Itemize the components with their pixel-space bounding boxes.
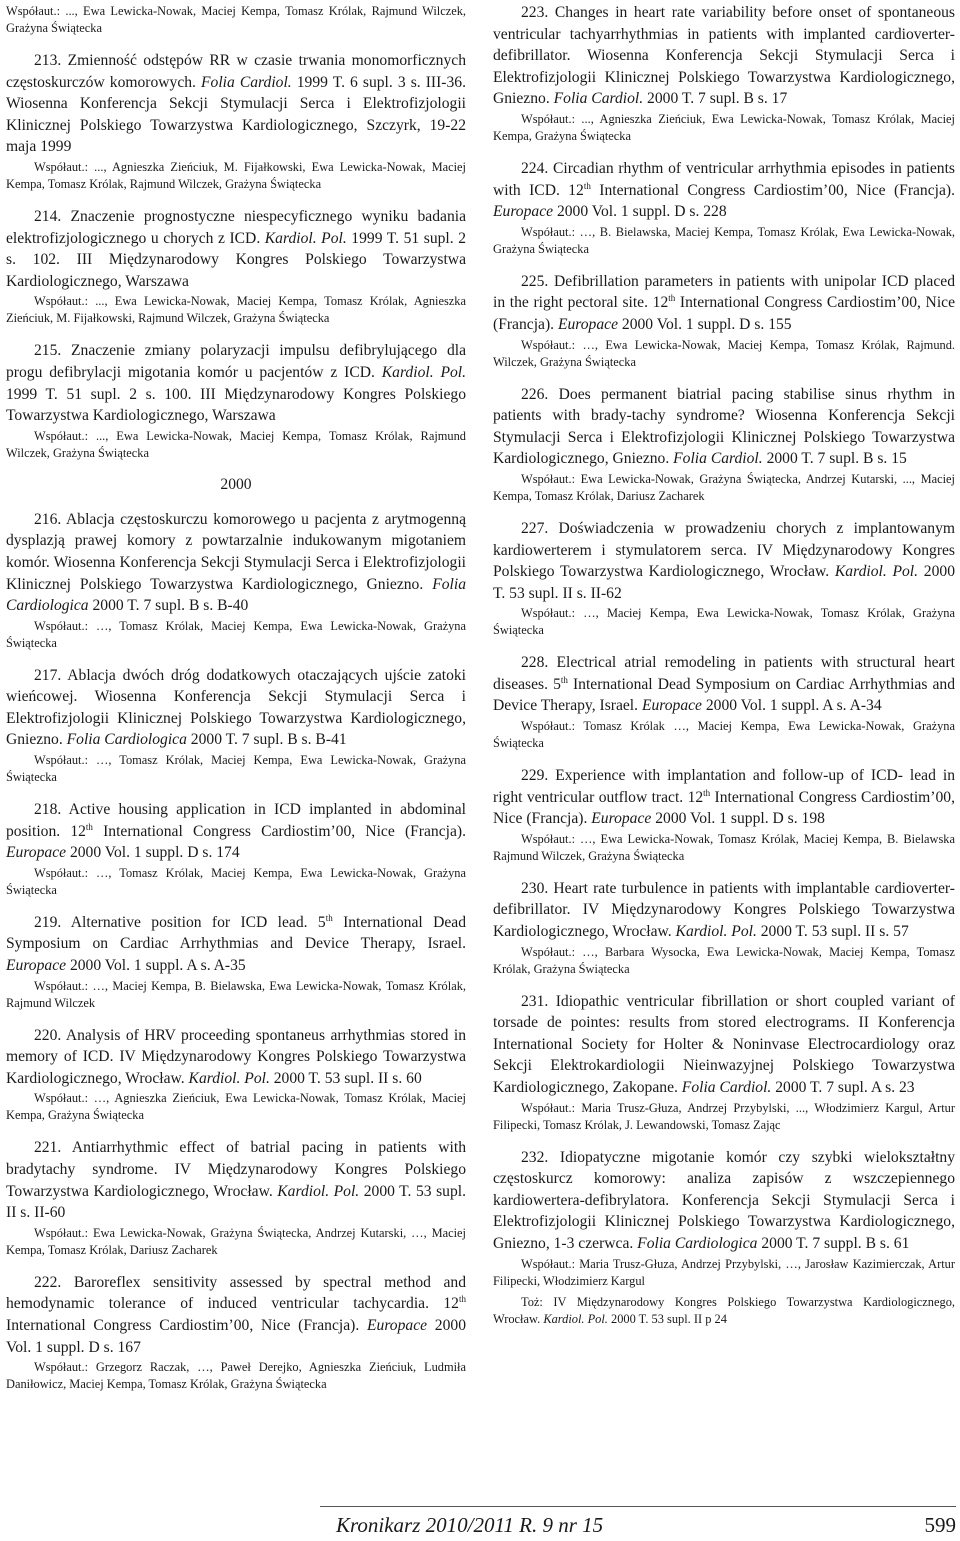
- entry-citation: 215. Znaczenie zmiany polaryzacji impulsu defibrylującego dla progu defibrylacji migotania komór u pacjentów z ICD. Kardiol. Pol. 1999 T. 51 supl. 2 s. 100. III Międzynarodowy Kongres Polskiego Towarzystwa Kardiologicznego, Warszawa: [6, 342, 467, 425]
- bibliography-entry: [493, 991, 955, 1134]
- entry-citation: 231. Idiopathic ventricular fibrillation or short coupled variant of torsade de pointes: results from stored electrograms. II Konferencja International Society for Holter & Noninvase Electrocardiology oraz Sekcji Elektrokardiologii Nieinwazyjnej Polskiego Towarzystwa Kardiologicznego, Zakopane. Folia Cardiol. 2000 T. 7 supl. A s. 23: [493, 992, 955, 1096]
- bibliography-entry: [493, 765, 955, 865]
- entry-citation: 224. Circadian rhythm of ventricular arrhythmia episodes in patients with ICD. 12th International Congress Cardiostim’00, Nice (Francja). Europace 2000 Vol. 1 suppl. D s. 228: [493, 159, 955, 221]
- left-column: [6, 2, 466, 1406]
- entry-citation: 228. Electrical atrial remodeling in patients with structural heart diseases. 5th International Dead Symposium on Cardiac Arrhythmias and Device Therapy, Israel. Europace 2000 Vol. 1 suppl. A s. A-34: [493, 654, 955, 715]
- entry-citation: 229. Experience with implantation and follow-up of ICD- lead in right ventricular outflow tract. 12th International Congress Cardiostim’00, Nice (Francja). Europace 2000 Vol. 1 suppl. D s. 198: [493, 767, 955, 828]
- entry-coauthors: Współaut.: …, Ewa Lewicka-Nowak, Maciej Kempa, Tomasz Królak, Rajmund. Wilczek, Grażyna Świątecka: [493, 337, 955, 369]
- entry-coauthors: Współaut.: Ewa Lewicka-Nowak, Grażyna Świątecka, Andrzej Kutarski, ..., Maciej Kempa, Tomasz Królak, Dariusz Zacharek: [493, 471, 955, 503]
- entry-coauthors: Współaut.: …, Agnieszka Zieńciuk, Ewa Lewicka-Nowak, Tomasz Królak, Maciej Kempa, Grażyna Świątecka: [6, 1091, 466, 1123]
- year-heading: 2000: [220, 475, 252, 493]
- entry-reprint-note: Toż: IV Międzynarodowy Kongres Polskiego Towarzystwa Kardiologicznego, Wrocław. Kardiol. Pol. 2000 T. 53 supl. II p 24: [493, 1294, 955, 1326]
- entry-citation: 214. Znaczenie prognostyczne niespecyficznego wyniku badania elektrofizjologicznego u chorych z ICD. Kardiol. Pol. 1999 T. 51 supl. 2 s. 102. III Międzynarodowy Kongres Polskiego Towarzystwa Kardiologicznego, Warszawa: [6, 207, 467, 290]
- bibliography-entry: [6, 509, 466, 652]
- bibliography-entry: [493, 158, 955, 258]
- entry-coauthors: Współaut.: …, Tomasz Królak, Maciej Kempa, Ewa Lewicka-Nowak, Grażyna Świątecka: [6, 618, 466, 650]
- entry-citation: 227. Doświadczenia w prowadzeniu chorych z implantowanym kardiowerterem i stymulatorem serca. IV Międzynarodowy Kongres Polskiego Towarzystwa Kardiologicznego, Wrocław. Kardiol. Pol. 2000 T. 53 supl. II s. II-62: [493, 519, 955, 602]
- bibliography-entry: [6, 1272, 466, 1393]
- bibliography-entry: [6, 912, 466, 1012]
- entry-coauthors: Współaut.: Tomasz Królak …, Maciej Kempa, Ewa Lewicka-Nowak, Grażyna Świątecka: [493, 719, 955, 751]
- entry-citation: 226. Does permanent biatrial pacing stabilise sinus rhythm in patients with brady-tachy syndrome? Wiosenna Konferencja Sekcji Stymulacji Serca i Elektrofizjologii Klinicznej Polskiego Towarzystwa Kardiologicznego, Gniezno. Folia Cardiol. 2000 T. 7 supl. B s. 15: [493, 385, 955, 468]
- entry-coauthors: Współaut.: ..., Agnieszka Zieńciuk, Ewa Lewicka-Nowak, Tomasz Królak, Maciej Kempa, Grażyna Świątecka: [493, 111, 955, 143]
- entry-citation: 213. Zmienność odstępów RR w czasie trwania monomorficznych częstoskurczów komorowych. Folia Cardiol. 1999 T. 6 supl. 3 s. III-36. Wiosenna Konferencja Sekcji Stymulacji Serca i Elektrofizjologii Klinicznej Polskiego Towarzystwa Kardiologicznego, Szczyrk, 19-22 maja 1999: [6, 52, 466, 156]
- entry-coauthors: Współaut.: ..., Agnieszka Zieńciuk, M. Fijałkowski, Ewa Lewicka-Nowak, Maciej Kempa, Tomasz Królak, Rajmund Wilczek, Grażyna Świątecka: [6, 159, 466, 191]
- bibliography-entry: [493, 1147, 955, 1328]
- entry-coauthors: Współaut.: …, Barbara Wysocka, Ewa Lewicka-Nowak, Maciej Kempa, Tomasz Królak, Grażyna Świątecka: [493, 944, 955, 976]
- bibliography-entry: [6, 665, 466, 786]
- bibliography-entry: [493, 878, 955, 978]
- bibliography-entry: [493, 518, 955, 639]
- entry-coauthors: Współaut.: ..., Ewa Lewicka-Nowak, Maciej Kempa, Tomasz Królak, Agnieszka Zieńciuk, M. Fijałkowski, Rajmund Wilczek, Grażyna Świątecka: [6, 294, 466, 326]
- journal-title: Kronikarz 2010/2011 R. 9 nr 15: [336, 1513, 604, 1537]
- bibliography-entry: [493, 2, 955, 145]
- entry-citation: 217. Ablacja dwóch dróg dodatkowych otaczających ujście zatoki wieńcowej. Wiosenna Konferencja Sekcji Stymulacji Serca i Elektrofizjologii Klinicznej Polskiego Towarzystwa Kardiologicznego, Gniezno. Folia Cardiologica 2000 T. 7 supl. B s. B-41: [6, 666, 466, 749]
- entry-coauthors: Współaut.: Ewa Lewicka-Nowak, Grażyna Świątecka, Andrzej Kutarski, …, Maciej Kempa, Tomasz Królak, Dariusz Zacharek: [6, 1225, 466, 1257]
- entry-citation: 221. Antiarrhythmic effect of batrial pacing in patients with bradytachy syndrome. IV Międzynarodowy Kongres Polskiego Towarzystwa Kardiologicznego, Wrocław. Kardiol. Pol. 2000 T. 53 supl. II s. II-60: [6, 1139, 467, 1222]
- entry-citation: 225. Defibrillation parameters in patients with unipolar ICD placed in the right pectoral site. 12th International Congress Cardiostim’00, Nice (Francja). Europace 2000 Vol. 1 suppl. D s. 155: [493, 272, 955, 333]
- entry-citation: 230. Heart rate turbulence in patients with implantable cardioverter-defibrillator. IV Międzynarodowy Kongres Polskiego Towarzystwa Kardiologicznego, Wrocław. Kardiol. Pol. 2000 T. 53 supl. II s. 57: [493, 879, 955, 941]
- entry-coauthors: Współaut.: …, Tomasz Królak, Maciej Kempa, Ewa Lewicka-Nowak, Grażyna Świątecka: [6, 753, 466, 785]
- bibliography-entry: [493, 384, 955, 505]
- entry-coauthors: Współaut.: …, Maciej Kempa, Ewa Lewicka-Nowak, Tomasz Królak, Grażyna Świątecka: [493, 606, 955, 638]
- bibliography-entry: [493, 652, 955, 752]
- bibliography-entry: [6, 340, 466, 461]
- bibliography-entry: [6, 50, 466, 193]
- bibliography-entry: [6, 799, 466, 899]
- entry-citation: 223. Changes in heart rate variability before onset of spontaneous ventricular tachyarrhythmias in patients with implanted cardioverter-defibrillator. Wiosenna Konferencja Sekcji Stymulacji Serca i Elektrofizjologii Klinicznej Polskiego Towarzystwa Kardiologicznego, Gniezno. Folia Cardiol. 2000 T. 7 supl. B s. 17: [493, 4, 955, 108]
- bibliography-entry: [493, 271, 955, 371]
- page-number: 599: [924, 1513, 956, 1537]
- page-footer: [320, 1506, 956, 1541]
- entry-coauthors: Współaut.: ..., Ewa Lewicka-Nowak, Maciej Kempa, Tomasz Królak, Rajmund Wilczek, Grażyna Świątecka: [6, 428, 466, 460]
- entry-coauthors: Współaut.: ..., Ewa Lewicka-Nowak, Maciej Kempa, Tomasz Królak, Rajmund Wilczek, Grażyna Świątecka: [6, 4, 466, 35]
- entry-coauthors: Współaut.: …, B. Bielawska, Maciej Kempa, Tomasz Królak, Ewa Lewicka-Nowak, Grażyna Świątecka: [493, 224, 955, 256]
- entry-coauthors: Współaut.: …, Tomasz Królak, Maciej Kempa, Ewa Lewicka-Nowak, Grażyna Świątecka: [6, 865, 466, 897]
- entry-coauthors: Współaut.: Grzegorz Raczak, …, Paweł Derejko, Agnieszka Zieńciuk, Ludmiła Daniłowicz, Maciej Kempa, Tomasz Królak, Grażyna Świątecka: [6, 1360, 466, 1392]
- entry-coauthors: Współaut.: …, Maciej Kempa, B. Bielawska, Ewa Lewicka-Nowak, Tomasz Królak, Rajmund Wilczek: [6, 978, 466, 1010]
- entry-citation: 218. Active housing application in ICD implanted in abdominal position. 12th International Congress Cardiostim’00, Nice (Francja). Europace 2000 Vol. 1 suppl. D s. 174: [6, 801, 466, 862]
- entry-coauthors: Współaut.: Maria Trusz-Głuza, Andrzej Przybylski, ..., Włodzimierz Kargul, Artur Filipecki, Tomasz Królak, J. Lewandowski, Tomasz Zając: [493, 1100, 955, 1132]
- entry-coauthors: Współaut.: …, Ewa Lewicka-Nowak, Tomasz Królak, Maciej Kempa, B. Bielawska Rajmund Wilczek, Grażyna Świątecka: [493, 831, 955, 863]
- bibliography-entry: [6, 1137, 466, 1258]
- bibliography-entry: [6, 206, 466, 327]
- bibliography-entry: [6, 1025, 466, 1125]
- entry-citation: 219. Alternative position for ICD lead. 5th International Dead Symposium on Cardiac Arrhythmias and Device Therapy, Israel. Europace 2000 Vol. 1 suppl. A s. A-35: [6, 912, 466, 975]
- entry-coauthors: Współaut.: Maria Trusz-Głuza, Andrzej Przybylski, …, Jarosław Kazimierczak, Artur Filipecki, Włodzimierz Kargul: [493, 1256, 955, 1288]
- entry-citation: 222. Baroreflex sensitivity assessed by spectral method and hemodynamic tolerance of induced ventricular tachycardia. 12th International Congress Cardiostim’00, Nice (Francja). Europace 2000 Vol. 1 suppl. D s. 167: [6, 1273, 466, 1356]
- right-column: [493, 2, 955, 1341]
- bibliography-entry: [6, 3, 466, 37]
- entry-citation: 232. Idiopatyczne migotanie komór czy szybki wielokształtny częstoskurcz komorowy: analiza zapisów z wszczepiennego kardiowertera-defibrylatora. Konferencja Sekcji Stymulacji Serca i Elektrofizjologii Klinicznej Polskiego Towarzystwa Kardiologicznego, Gniezno, 1-3 czerwca. Folia Cardiologica 2000 T. 7 suppl. B s. 61: [493, 1148, 955, 1252]
- entry-citation: 220. Analysis of HRV proceeding spontaneus arrhythmias stored in memory of ICD. IV Międzynarodowy Kongres Polskiego Towarzystwa Kardiologicznego, Wrocław. Kardiol. Pol. 2000 T. 53 supl. II s. 60: [6, 1026, 466, 1087]
- entry-citation: 216. Ablacja częstoskurczu komorowego u pacjenta z arytmogenną dysplazją prawej komory z powtarzalnie indukowanym migotaniem komór. Wiosenna Konferencja Sekcji Stymulacji Serca i Elektrofizjologii Klinicznej Polskiego Towarzystwa Kardiologicznego, Gniezno. Folia Cardiologica 2000 T. 7 supl. B s. B-40: [6, 510, 466, 615]
